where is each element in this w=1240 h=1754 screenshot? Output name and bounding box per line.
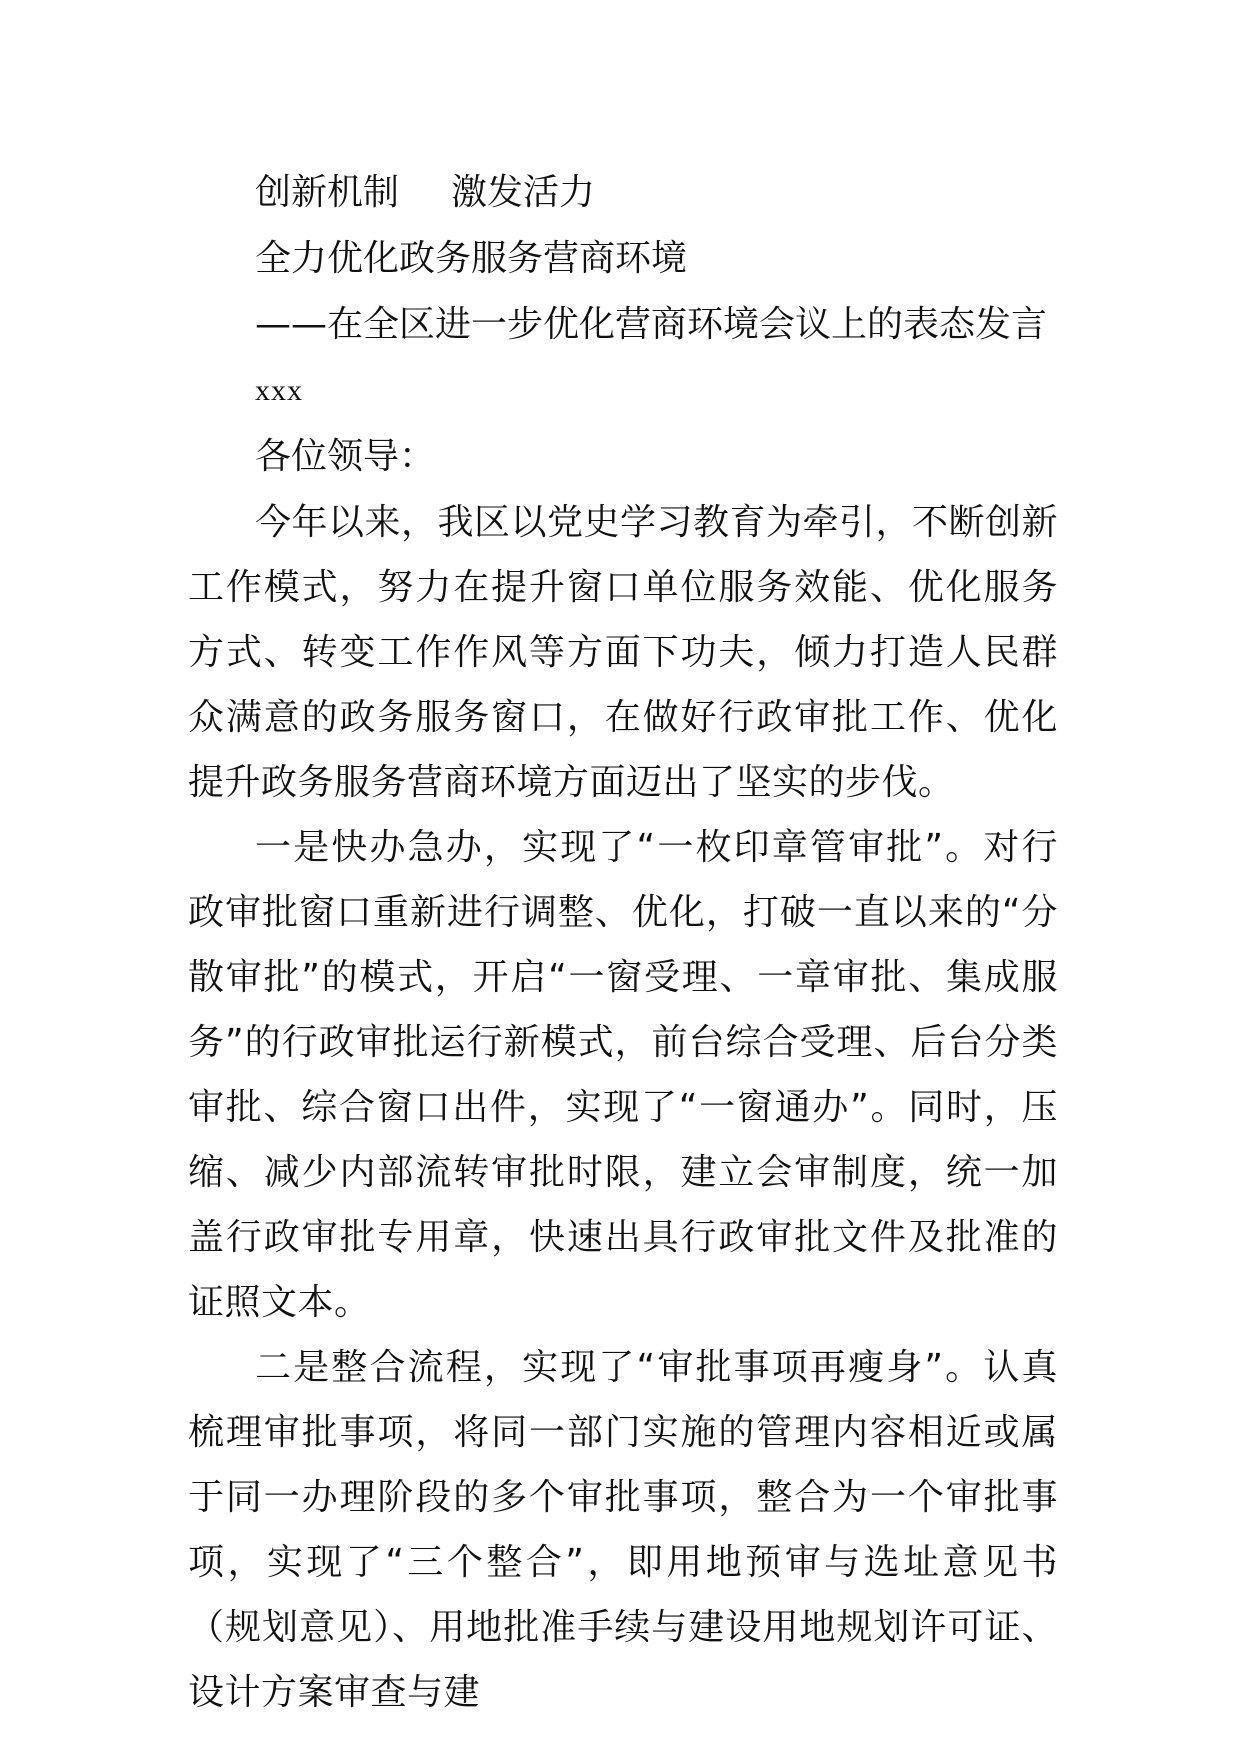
paragraph-point-two: 二是整合流程，实现了“审批事项再瘦身”。认真梳理审批事项，将同一部门实施的管理内容相近或属于同一办理阶段的多个审批事项，整合为一个审批事项，实现了“三个整合”，即用地预审与选址意见书（规划意见）、用地批准手续与建设用地规划许可证、设计方案审查与建 xyxy=(188,1347,1058,1713)
title-part-2: 激发活力 xyxy=(451,172,596,213)
paragraph-intro: 今年以来，我区以党史学习教育为牵引，不断创新工作模式，努力在提升窗口单位服务效能、优化服务方式、转变工作作风等方面下功夫，倾力打造人民群众满意的政务服务窗口，在做好行政审批工作、优化提升政务服务营商环境方面迈出了坚实的步伐。 xyxy=(188,502,1059,803)
title-part-1: 创新机制 xyxy=(255,172,400,213)
document-title xyxy=(188,160,1058,226)
document-page xyxy=(188,160,1058,1725)
document-subtitle: 全力优化政务服务营商环境 xyxy=(255,238,688,279)
document-occasion: ——在全区进一步优化营商环境会议上的表态发言 xyxy=(255,304,1048,345)
paragraph-point-one: 一是快办急办，实现了“一枚印章管审批”。对行政审批窗口重新进行调整、优化，打破一直以来的“分散审批”的模式，开启“一窗受理、一章审批、集成服务”的行政审批运行新模式，前台综合受理、后台分类审批、综合窗口出件，实现了“一窗通办”。同时，压缩、减少内部流转审批时限，建立会审制度，统一加盖行政审批专用章，快速出具行政审批文件及批准的证照文本。 xyxy=(188,827,1058,1323)
salutation: 各位领导： xyxy=(255,436,436,477)
document-author: xxx xyxy=(255,374,303,407)
